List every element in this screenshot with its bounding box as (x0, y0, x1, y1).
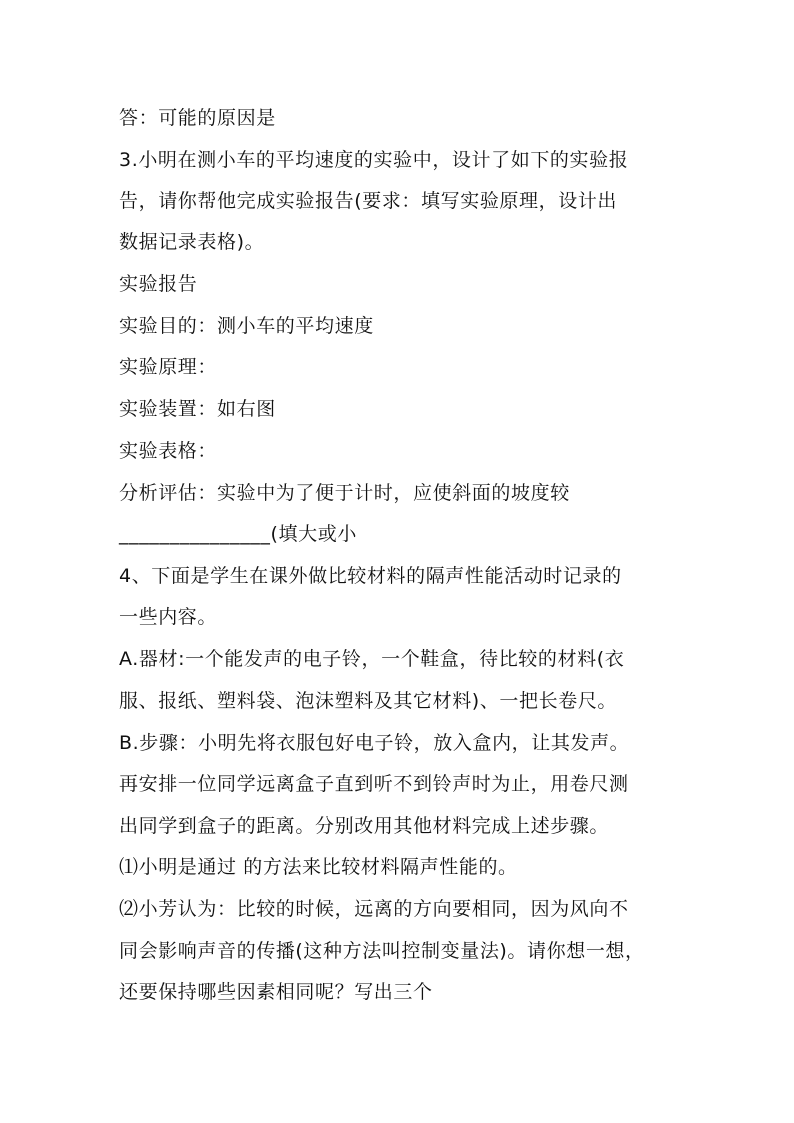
subquestion-1: ⑴小明是通过 的方法来比较材料隔声性能的。 (119, 856, 518, 878)
report-blank-line: _______________(填大或小 (119, 523, 357, 545)
report-table: 实验表格： (119, 440, 218, 462)
report-purpose: 实验目的：测小车的平均速度 (119, 315, 374, 337)
materials-line-2: 服、报纸、塑料袋、泡沫塑料及其它材料)、一把长卷尺。 (119, 690, 618, 712)
steps-line-1: B.步骤：小明先将衣服包好电子铃，放入盒内，让其发声。 (119, 732, 630, 754)
steps-line-3: 出同学到盒子的距离。分别改用其他材料完成上述步骤。 (119, 815, 610, 837)
report-apparatus: 实验装置：如右图 (119, 398, 276, 420)
report-principle: 实验原理： (119, 356, 218, 378)
report-title: 实验报告 (119, 273, 198, 295)
materials-line-1: A.器材:一个能发声的电子铃，一个鞋盒，待比较的材料(衣 (119, 648, 625, 670)
question-3-line-3: 数据记录表格)。 (119, 231, 265, 253)
steps-line-2: 再安排一位同学远离盒子直到听不到铃声时为止，用卷尺测 (119, 773, 629, 795)
question-4-line-2: 一些内容。 (119, 606, 218, 628)
question-3-line-2: 告，请你帮他完成实验报告(要求：填写实验原理，设计出 (119, 190, 618, 212)
subquestion-2-line-3: 还要保持哪些因素相同呢？写出三个 (119, 981, 433, 1003)
report-evaluation: 分析评估：实验中为了便于计时，应使斜面的坡度较 (119, 482, 570, 504)
answer-line: 答：可能的原因是 (119, 107, 276, 129)
question-4-line-1: 4、下面是学生在课外做比较材料的隔声性能活动时记录的 (119, 565, 622, 587)
question-3-line-1: 3.小明在测小车的平均速度的实验中，设计了如下的实验报 (119, 149, 629, 171)
subquestion-2-line-2: 同会影响声音的传播(这种方法叫控制变量法)。请你想一想， (119, 940, 645, 962)
subquestion-2-line-1: ⑵小芳认为：比较的时候，远离的方向要相同，因为风向不 (119, 898, 629, 920)
